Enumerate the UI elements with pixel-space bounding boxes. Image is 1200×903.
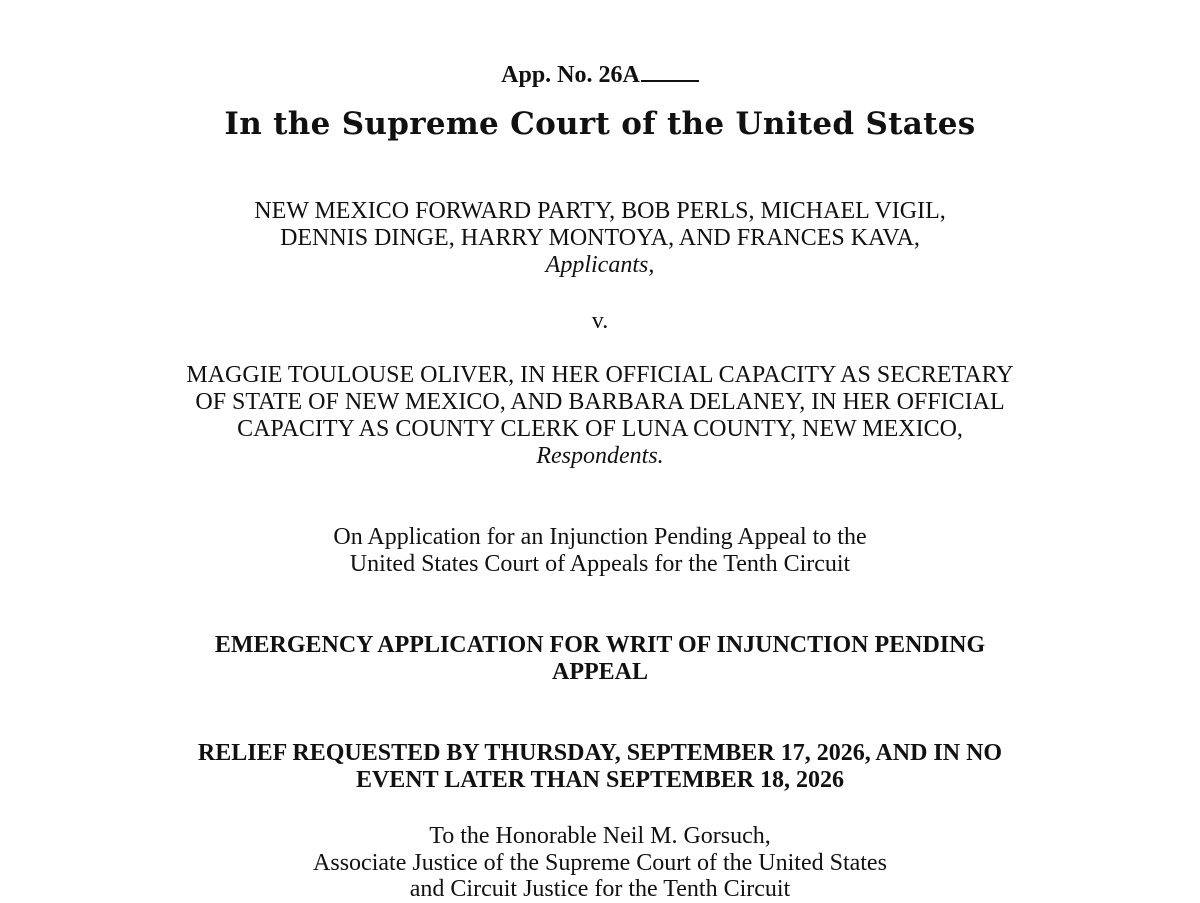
emergency-title-line-2: APPEAL <box>552 659 648 685</box>
on-application-line-1: On Application for an Injunction Pending Appeal to the <box>333 524 867 550</box>
applicants-line-1: NEW MEXICO FORWARD PARTY, BOB PERLS, MICHAEL VIGIL, <box>254 198 946 224</box>
respondents-role: Respondents. <box>536 443 664 469</box>
respondents-line-1: MAGGIE TOULOUSE OLIVER, IN HER OFFICIAL CAPACITY AS SECRETARY <box>186 362 1014 388</box>
applicants-line-2: DENNIS DINGE, HARRY MONTOYA, AND FRANCES KAVA, <box>280 225 920 251</box>
addressee-line-1: To the Honorable Neil M. Gorsuch, <box>429 823 771 849</box>
versus: v. <box>591 308 609 334</box>
application-number <box>0 60 1200 89</box>
addressee-line-3: and Circuit Justice for the Tenth Circuit <box>409 876 791 902</box>
applicants-role: Applicants, <box>545 252 655 278</box>
respondents-line-3: CAPACITY AS COUNTY CLERK OF LUNA COUNTY, NEW MEXICO, <box>237 416 963 442</box>
on-application-line-2: United States Court of Appeals for the Tenth Circuit <box>349 551 851 577</box>
relief-line-1: RELIEF REQUESTED BY THURSDAY, SEPTEMBER 17, 2026, AND IN NO <box>197 740 1003 766</box>
court-title: In the Supreme Court of the United States <box>224 106 976 142</box>
addressee-line-2: Associate Justice of the Supreme Court of the United States <box>313 850 887 876</box>
respondents-line-2: OF STATE OF NEW MEXICO, AND BARBARA DELANEY, IN HER OFFICIAL <box>195 389 1005 415</box>
relief-line-2: EVENT LATER THAN SEPTEMBER 18, 2026 <box>355 767 845 793</box>
emergency-title-line-1: EMERGENCY APPLICATION FOR WRIT OF INJUNCTION PENDING <box>214 632 986 658</box>
application-number-text: App. No. 26A <box>501 62 640 88</box>
application-number-blank <box>641 60 699 82</box>
